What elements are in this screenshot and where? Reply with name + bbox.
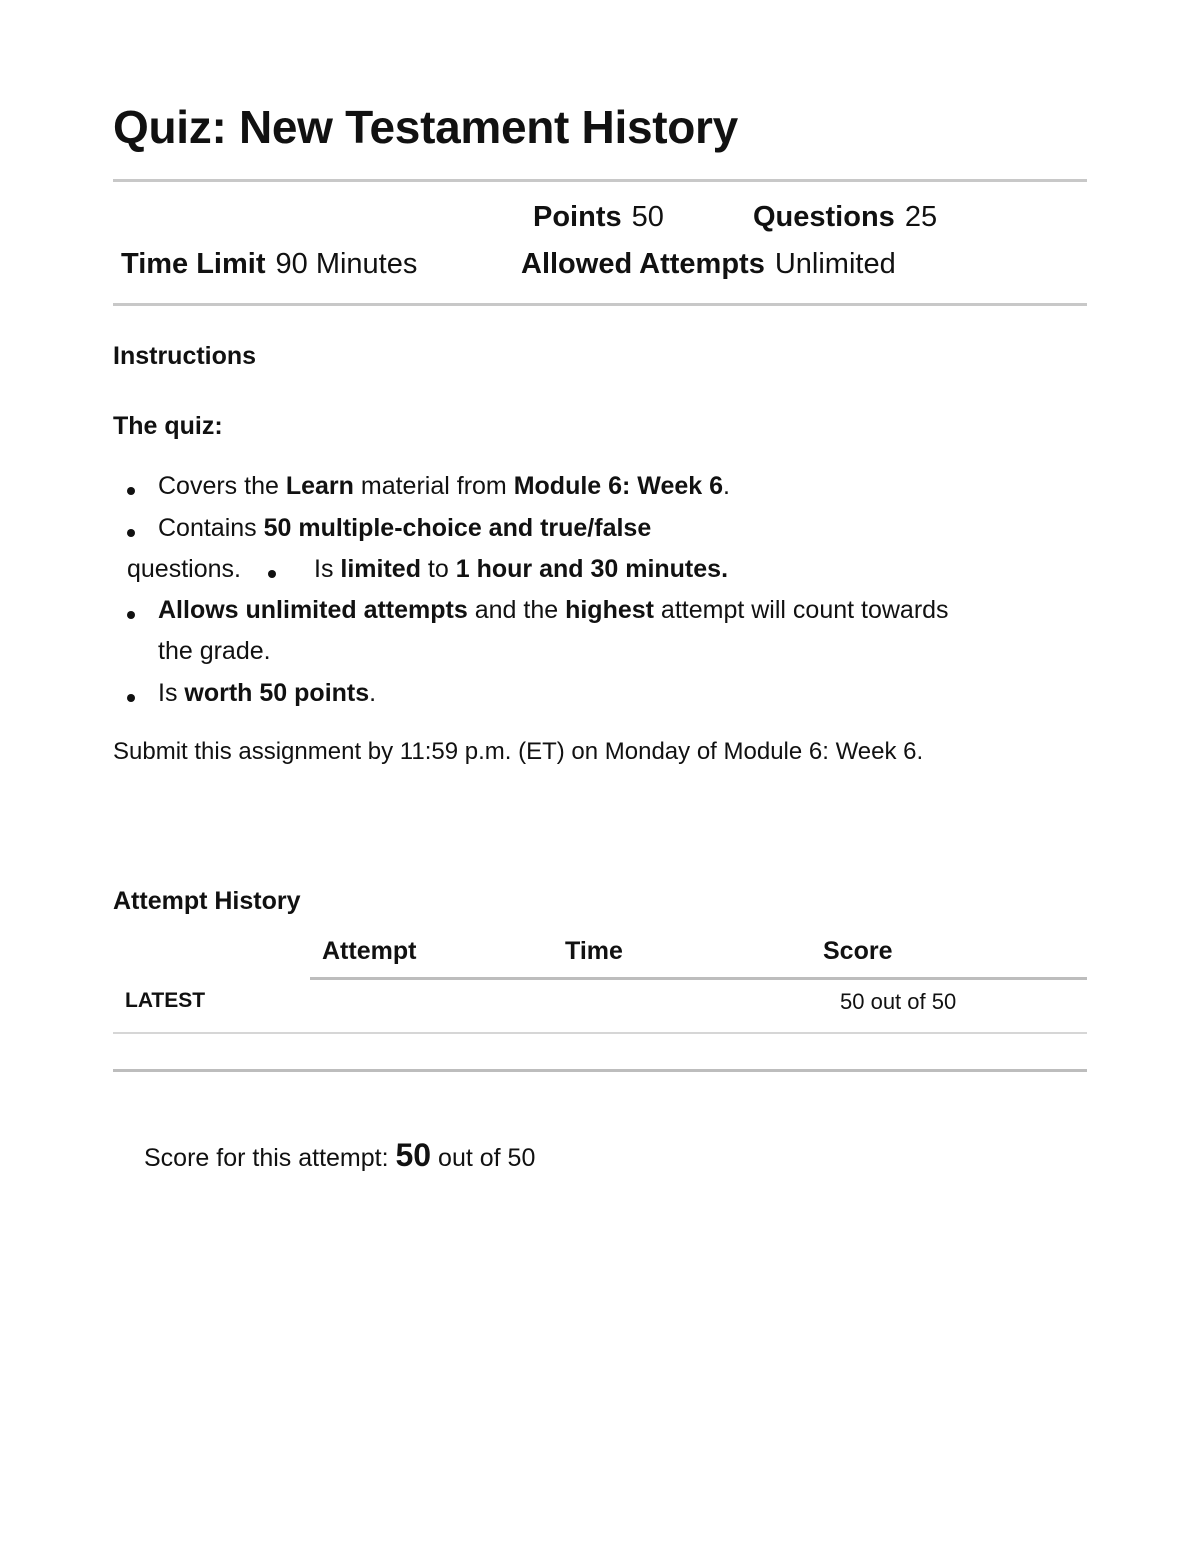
page-title: Quiz: New Testament History	[113, 101, 738, 153]
questions-field	[753, 201, 937, 234]
column-header-attempt: Attempt	[322, 937, 417, 965]
score-summary	[144, 1137, 535, 1174]
bullet-icon	[127, 611, 135, 619]
score-prefix: Score for this attempt:	[144, 1144, 389, 1172]
points-field	[533, 201, 664, 234]
table-header-divider	[310, 977, 1087, 980]
time-limit-field	[121, 248, 417, 281]
allowed-attempts-value: Unlimited	[774, 248, 896, 280]
allowed-attempts-field	[521, 248, 896, 281]
attempt-score: 50 out of 50	[840, 989, 957, 1014]
questions-label: Questions	[753, 201, 895, 233]
time-limit-value: 90 Minutes	[275, 248, 418, 280]
score-value: 50	[395, 1137, 432, 1173]
allowed-attempts-label: Allowed Attempts	[521, 248, 765, 280]
instruction-item: Is worth 50 points.	[158, 679, 377, 707]
questions-value: 25	[904, 201, 938, 233]
row-divider	[113, 1032, 1087, 1034]
instruction-item: Contains 50 multiple-choice and true/false	[158, 514, 652, 542]
quiz-intro: The quiz:	[113, 412, 223, 440]
latest-label: LATEST	[125, 989, 206, 1012]
submit-deadline: Submit this assignment by 11:59 p.m. (ET) on Monday of Module 6: Week 6.	[113, 738, 924, 765]
instruction-item-continued: questions.	[127, 555, 241, 583]
attempt-history-heading: Attempt History	[113, 887, 301, 915]
bullet-icon	[127, 487, 135, 495]
instruction-item: Is limited to 1 hour and 30 minutes.	[314, 555, 729, 583]
divider	[113, 303, 1087, 306]
instruction-item-continued: the grade.	[158, 637, 271, 665]
score-suffix: out of 50	[438, 1144, 536, 1172]
time-limit-label: Time Limit	[121, 248, 266, 280]
instruction-item: Covers the Learn material from Module 6: Week 6.	[158, 472, 730, 500]
instructions-heading: Instructions	[113, 342, 257, 370]
points-label: Points	[533, 201, 622, 233]
bullet-icon	[127, 694, 135, 702]
column-header-time: Time	[565, 937, 623, 965]
bullet-icon	[127, 529, 135, 537]
points-value: 50	[631, 201, 664, 233]
divider	[113, 179, 1087, 182]
instruction-item: Allows unlimited attempts and the highest attempt will count towards	[158, 596, 949, 624]
bullet-icon	[268, 570, 276, 578]
column-header-score: Score	[823, 937, 893, 965]
table-bottom-divider	[113, 1069, 1087, 1072]
